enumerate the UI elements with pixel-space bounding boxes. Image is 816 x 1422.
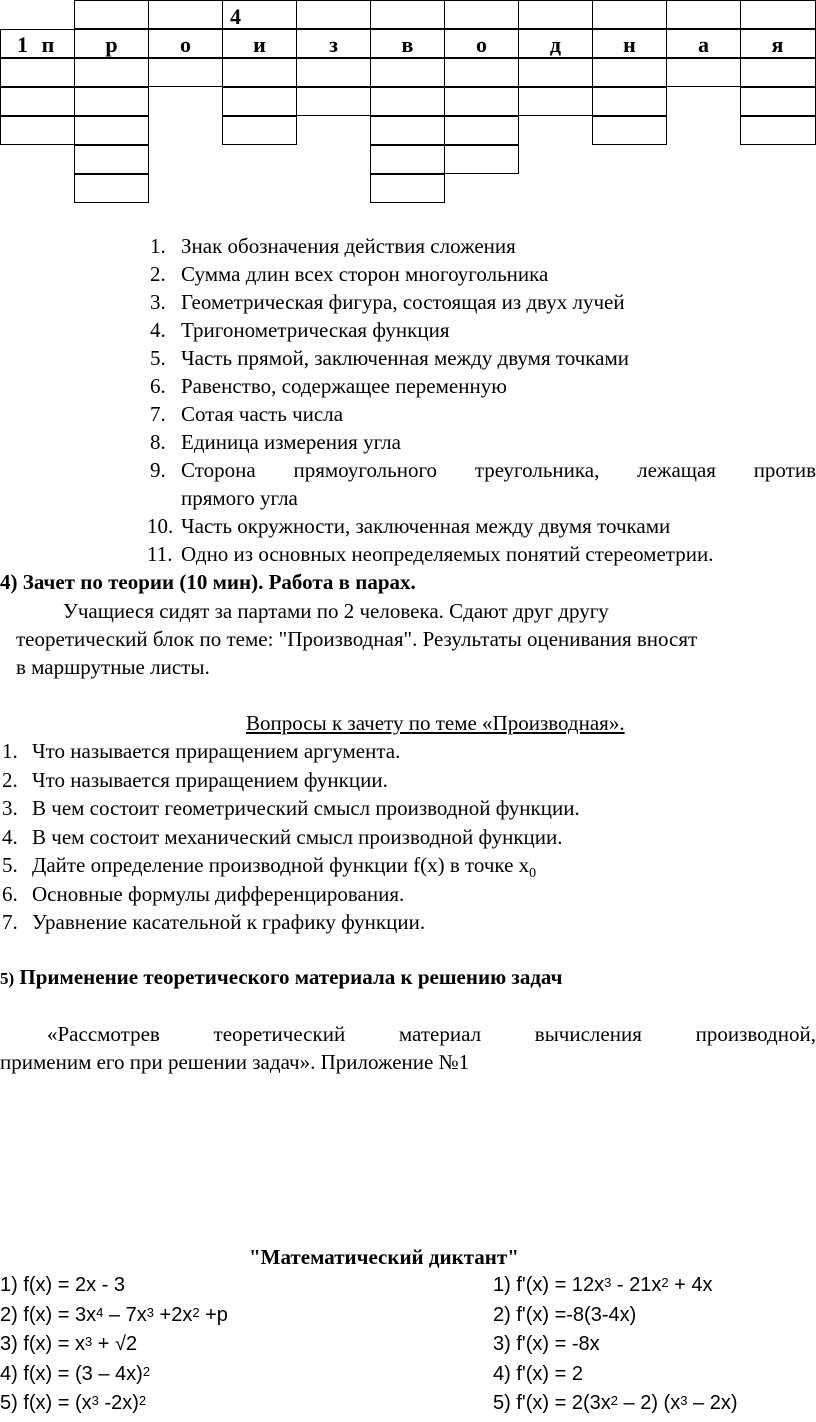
question-number: 3. xyxy=(2,796,18,820)
crossword-letter: и xyxy=(253,32,266,57)
clue-number: 5. xyxy=(150,346,166,370)
section5-heading-text: Применение теоретического материала к решению задач xyxy=(19,965,563,989)
clue-number: 2. xyxy=(150,262,166,286)
clue-number: 4. xyxy=(150,318,166,342)
crossword-cell xyxy=(370,116,445,145)
crossword-cell xyxy=(0,116,75,145)
clue-text: Тригонометрическая функция xyxy=(181,318,450,342)
crossword-cell xyxy=(222,116,297,145)
clue-text: Одно из основных неопределяемых понятий стереометрии. xyxy=(181,542,714,566)
crossword-clue-number-1: 1 xyxy=(17,32,28,57)
question-text-main: Дайте определение производной функции f(x) в точке x xyxy=(32,853,530,877)
question-text xyxy=(32,908,425,936)
question-text-main: В чем состоит геометрический смысл производной функции. xyxy=(32,796,580,820)
exponent: 3 xyxy=(91,1393,99,1408)
formula-part: +p xyxy=(199,1303,228,1326)
clue-text: Сотая часть числа xyxy=(181,402,344,426)
clue-number: 1. xyxy=(150,234,166,258)
crossword-cell xyxy=(518,58,593,87)
question-number: 7. xyxy=(2,910,18,934)
crossword-cell xyxy=(148,0,223,29)
crossword-cell xyxy=(444,145,519,174)
dictation-right-item xyxy=(493,1271,713,1299)
section5-heading-number: 5) xyxy=(0,969,15,988)
crossword-cell xyxy=(740,116,816,145)
dictation-left-item xyxy=(0,1360,150,1388)
exponent: 2 xyxy=(661,1275,669,1290)
clue-number: 3. xyxy=(150,290,166,314)
question-number: 6. xyxy=(2,881,18,906)
formula-part: 3) f'(x) = -8x xyxy=(493,1333,600,1355)
formula-part: 2) f(x) = 3x xyxy=(0,1303,97,1326)
dictation-right-item xyxy=(493,1360,583,1388)
dictation-right-item xyxy=(493,1389,737,1417)
clue-text-continuation: прямого угла xyxy=(181,486,298,510)
crossword-cell xyxy=(666,0,741,29)
question-text xyxy=(32,766,388,794)
clue-text: Равенство, содержащее переменную xyxy=(181,374,507,398)
formula-part: – 7x xyxy=(103,1303,147,1326)
crossword-cell xyxy=(0,87,75,116)
section4-heading: 4) Зачет по теории (10 мин). Работа в парах. xyxy=(0,570,416,594)
section4-paragraph-line2: теоретический блок по теме: "Производная". Результаты оценивания вносят xyxy=(16,627,698,651)
clue-number: 9. xyxy=(150,458,166,482)
formula-part: – 2) (x xyxy=(617,1392,681,1414)
crossword-cell xyxy=(148,58,223,87)
clue-number: 7. xyxy=(150,402,166,426)
crossword-letter: р xyxy=(105,32,118,57)
question-text-main: В чем состоит механический смысл производной функции. xyxy=(32,824,563,849)
clue-number: 11. xyxy=(147,542,173,566)
dictation-title: "Математический диктант" xyxy=(249,1245,519,1269)
clue-text: Геометрическая фигура, состоящая из двух лучей xyxy=(181,290,625,314)
formula-part: 1) f(x) = 2x - 3 xyxy=(0,1274,126,1296)
section5-heading xyxy=(0,963,562,993)
formula-part: +2x xyxy=(153,1303,193,1326)
formula-part: 5) f(x) = (x xyxy=(0,1392,92,1414)
question-text xyxy=(32,880,404,908)
exponent: 3 xyxy=(680,1393,688,1408)
exponent: 2 xyxy=(610,1393,618,1408)
crossword-cell xyxy=(370,58,445,87)
crossword-cell xyxy=(444,116,519,145)
crossword-letter: о xyxy=(476,32,487,57)
formula-part: 2) f'(x) =-8(3-4x) xyxy=(493,1303,637,1326)
crossword-underline-segment xyxy=(298,115,364,116)
question-number: 2. xyxy=(2,767,18,792)
dictation-left-item xyxy=(0,1301,228,1329)
crossword-cell xyxy=(222,58,297,87)
question-text-main: Уравнение касательной к графику функции. xyxy=(32,910,426,934)
crossword-cell xyxy=(740,0,816,29)
para-word: материал xyxy=(398,1022,482,1046)
crossword-letter: я xyxy=(771,32,784,57)
crossword-cell xyxy=(740,58,816,87)
crossword-cell xyxy=(296,0,371,29)
formula-part: – 2x) xyxy=(687,1392,738,1414)
crossword-cell xyxy=(518,0,593,29)
crossword-letter: з xyxy=(329,32,338,57)
question-number: 5. xyxy=(2,853,18,877)
exponent: 4 xyxy=(96,1304,104,1320)
clue-text: Сторона прямоугольного треугольника, лежащая против xyxy=(181,458,816,482)
clue-text: Единица измерения угла xyxy=(181,430,401,454)
question-subscript: 0 xyxy=(529,866,537,882)
crossword-cell xyxy=(74,0,149,29)
para-word: производной, xyxy=(695,1022,816,1046)
crossword-cell xyxy=(74,58,149,87)
exponent: 2 xyxy=(142,1363,151,1379)
crossword-cell xyxy=(518,87,593,116)
formula-part: 1) f'(x) = 12x xyxy=(493,1274,605,1296)
section5-paragraph-line2: применим его при решении задач». Приложение №1 xyxy=(0,1050,470,1074)
formula-part: 5) f'(x) = 2(3x xyxy=(493,1392,611,1414)
question-number: 1. xyxy=(2,739,18,763)
crossword-clue-number-4: 4 xyxy=(230,4,241,29)
crossword-letter: о xyxy=(180,32,191,57)
dictation-right-item xyxy=(493,1330,600,1358)
question-number: 4. xyxy=(2,824,18,849)
section4-paragraph-line1: Учащиеся сидят за партами по 2 человека. Сдают друг другу xyxy=(63,599,609,623)
crossword-letter: в xyxy=(401,32,414,57)
crossword-cell xyxy=(74,87,149,116)
question-text xyxy=(32,794,580,822)
formula-part: 4) f(x) = (3 – 4x) xyxy=(0,1362,143,1385)
crossword-letter: д xyxy=(549,32,562,57)
para-word: вычисления xyxy=(534,1022,642,1046)
clue-text: Сумма длин всех сторон многоугольника xyxy=(181,262,549,286)
para-word: «Рассмотрев xyxy=(47,1022,160,1046)
formula-part: - 21x xyxy=(611,1274,662,1296)
crossword-cell xyxy=(0,58,75,87)
crossword-cell xyxy=(592,0,667,29)
crossword-cell xyxy=(296,87,371,116)
clue-text: Часть окружности, заключенная между двумя точками xyxy=(181,514,671,538)
dictation-left-item xyxy=(0,1330,137,1358)
crossword-cell xyxy=(592,58,667,87)
question-text-main: Основные формулы дифференцирования. xyxy=(32,881,405,906)
crossword-cell xyxy=(370,174,445,203)
section4-paragraph-line3: в маршрутные листы. xyxy=(16,655,210,679)
crossword-cell xyxy=(74,145,149,174)
crossword-cell xyxy=(444,0,519,29)
questions-title: Вопросы к зачету по теме «Производная». xyxy=(246,711,625,735)
question-text-main: Что называется приращением функции. xyxy=(32,767,388,792)
exponent: 3 xyxy=(85,1334,93,1349)
crossword-cell xyxy=(74,116,149,145)
exponent: 2 xyxy=(192,1304,200,1320)
crossword-letter: н xyxy=(623,32,636,57)
crossword-letter: а xyxy=(698,32,709,57)
section5-paragraph-line1 xyxy=(47,1020,816,1048)
dictation-left-item xyxy=(0,1271,125,1299)
exponent: 3 xyxy=(604,1275,612,1290)
formula-part: -2x) xyxy=(98,1392,139,1414)
crossword-grid xyxy=(0,0,816,205)
clue-text: Знак обозначения действия сложения xyxy=(181,234,516,258)
exponent: 2 xyxy=(138,1393,147,1408)
crossword-cell xyxy=(370,87,445,116)
formula-part: + √2 xyxy=(92,1333,138,1355)
crossword-cell xyxy=(296,58,371,87)
crossword-cell xyxy=(370,0,445,29)
crossword-cell xyxy=(222,87,297,116)
formula-part: + 4x xyxy=(668,1274,713,1296)
crossword-letter: п xyxy=(41,32,55,57)
crossword-cell xyxy=(666,58,741,87)
question-text xyxy=(32,823,563,851)
exponent: 3 xyxy=(146,1304,154,1320)
para-word: теоретический xyxy=(213,1022,346,1046)
clue-number: 6. xyxy=(150,374,166,398)
clue-number: 10. xyxy=(147,514,174,538)
dictation-left-item xyxy=(0,1389,146,1417)
crossword-cell xyxy=(74,174,149,203)
crossword-cell xyxy=(444,87,519,116)
question-text-main: Что называется приращением аргумента. xyxy=(32,739,401,763)
question-text xyxy=(32,737,400,765)
formula-part: 3) f(x) = x xyxy=(0,1333,86,1355)
crossword-cell xyxy=(740,87,816,116)
crossword-cell xyxy=(592,87,667,116)
crossword-cell xyxy=(592,116,667,145)
dictation-right-item xyxy=(493,1301,636,1329)
crossword-cell xyxy=(370,145,445,174)
clue-text: Часть прямой, заключенная между двумя точками xyxy=(181,346,630,370)
crossword-cell xyxy=(444,58,519,87)
clue-number: 8. xyxy=(150,430,166,454)
formula-part: 4) f'(x) = 2 xyxy=(493,1362,583,1385)
